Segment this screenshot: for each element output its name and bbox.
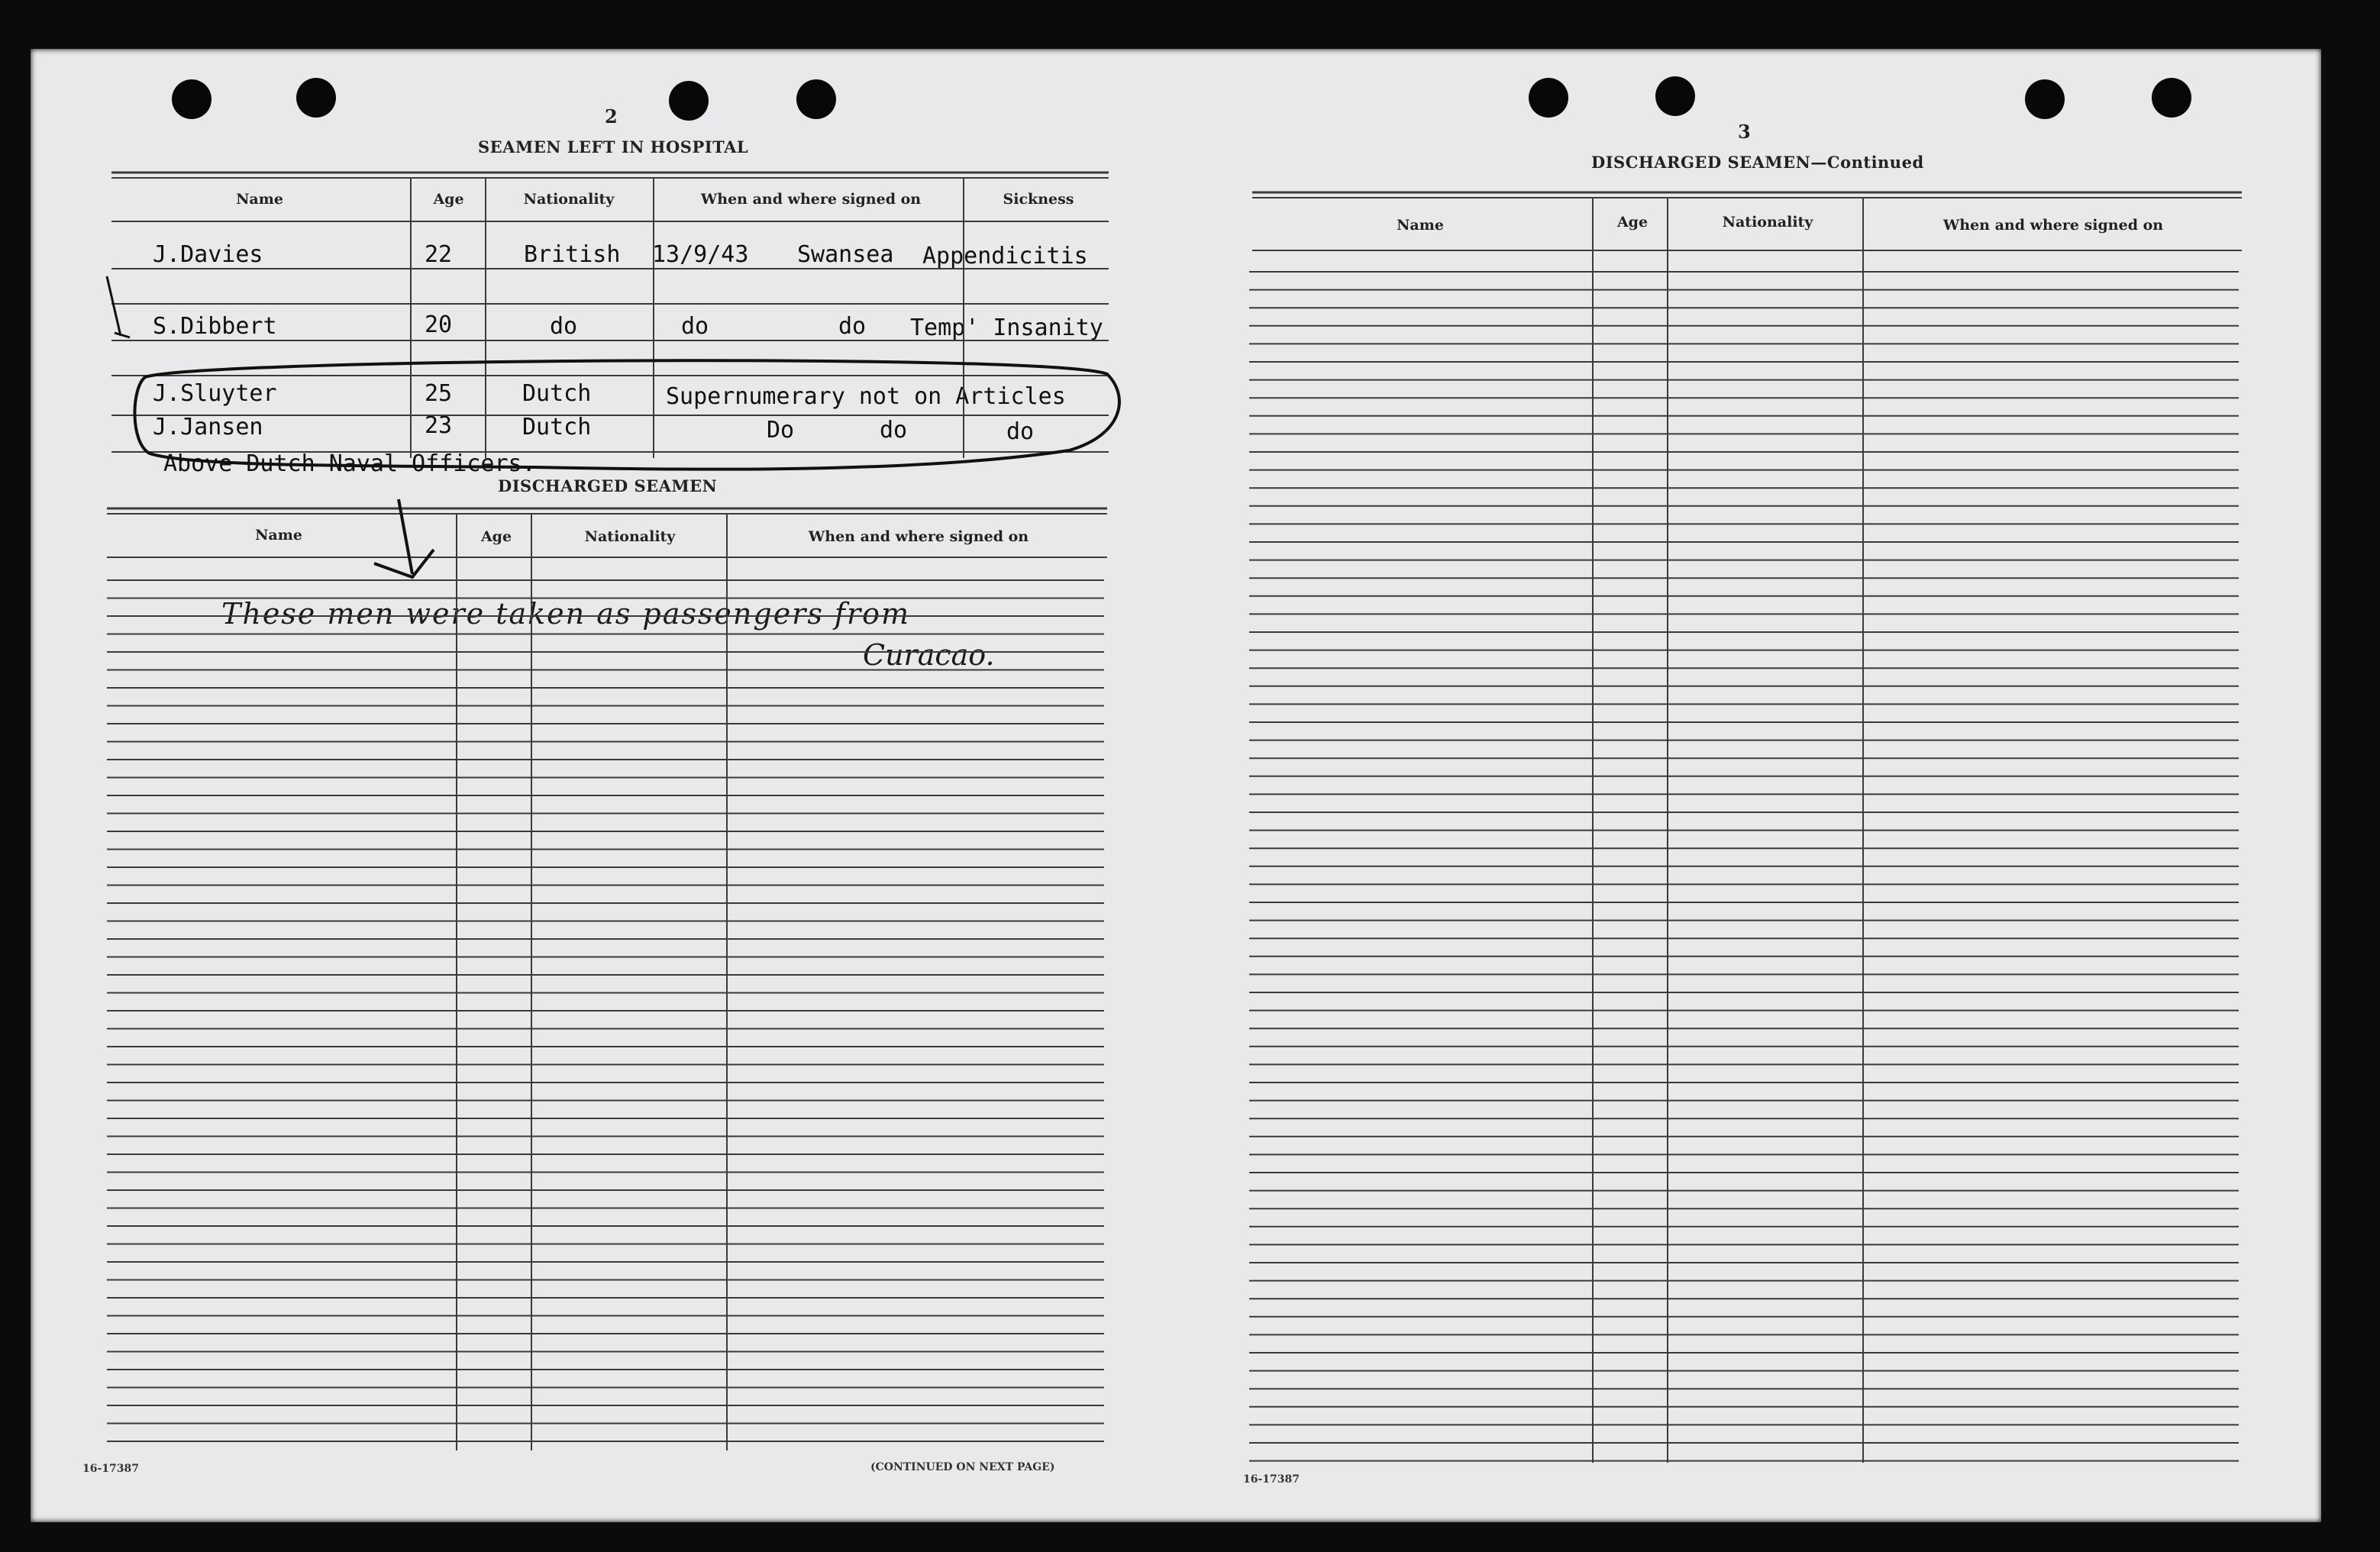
hospital-row-ditto: do	[1006, 418, 1035, 445]
right-form-number: 16-17387	[1243, 1473, 1300, 1486]
hospital-row-age: 20	[425, 311, 453, 338]
handwritten-note-line2: Curacao.	[863, 638, 995, 672]
hospital-row-place: do	[838, 313, 867, 340]
right-header-nationality: Nationality	[1722, 214, 1813, 231]
hospital-row-age: 22	[425, 241, 453, 268]
left-page-number: 2	[605, 105, 618, 127]
right-section-title: DISCHARGED SEAMEN—Continued	[1591, 153, 1924, 172]
hospital-header-age: Age	[433, 191, 464, 208]
hospital-row-name: J.Jansen	[153, 414, 263, 440]
hospital-row-name: J.Davies	[153, 241, 263, 268]
hospital-header-sickness: Sickness	[1003, 191, 1074, 208]
hospital-row-nationality: Dutch	[522, 380, 592, 407]
hospital-header-name: Name	[236, 191, 283, 208]
arrow-annotation	[374, 499, 434, 577]
hospital-row-nationality: British	[524, 241, 621, 268]
hospital-row-ditto: do	[880, 417, 908, 444]
discharged-header-age: Age	[480, 528, 512, 545]
right-header-name: Name	[1397, 217, 1444, 234]
handwritten-note-line1: These men were taken as passengers from	[221, 597, 911, 631]
discharged-section-title: DISCHARGED SEAMEN	[498, 476, 718, 495]
hospital-row-age: 23	[425, 412, 453, 439]
hospital-row-name: J.Sluyter	[153, 380, 277, 407]
discharged-header-nationality: Nationality	[584, 528, 676, 545]
hospital-row-date: do	[681, 313, 709, 340]
hospital-row-age: 25	[425, 380, 453, 407]
hospital-header-nationality: Nationality	[523, 191, 615, 208]
hospital-row-nationality: do	[550, 313, 578, 340]
hospital-header-signed-on: When and where signed on	[700, 191, 922, 208]
hospital-row-signed-on: Supernumerary not on Articles	[666, 383, 1066, 410]
hospital-row-date: 13/9/43	[652, 241, 749, 268]
discharged-header-name: Name	[255, 527, 302, 544]
hospital-row-sickness: Temp' Insanity	[910, 315, 1103, 341]
right-page-number: 3	[1738, 121, 1751, 143]
hospital-row-name: S.Dibbert	[153, 313, 277, 340]
hospital-row-place: Swansea	[797, 241, 894, 268]
hospital-row-nationality: Dutch	[522, 414, 592, 440]
right-header-signed-on: When and where signed on	[1942, 217, 2164, 234]
discharged-header-signed-on: When and where signed on	[808, 528, 1029, 545]
margin-mark	[107, 276, 130, 337]
hospital-row-sickness: Appendicitis	[922, 243, 1088, 269]
left-form-number: 16-17387	[82, 1463, 139, 1475]
hospital-row-ditto: Do	[767, 417, 795, 444]
right-header-age: Age	[1616, 214, 1649, 231]
continued-note: (CONTINUED ON NEXT PAGE)	[870, 1461, 1055, 1473]
dutch-officers-note: Above Dutch Naval Officers.	[163, 450, 536, 477]
hospital-section-title: SEAMEN LEFT IN HOSPITAL	[478, 137, 749, 156]
